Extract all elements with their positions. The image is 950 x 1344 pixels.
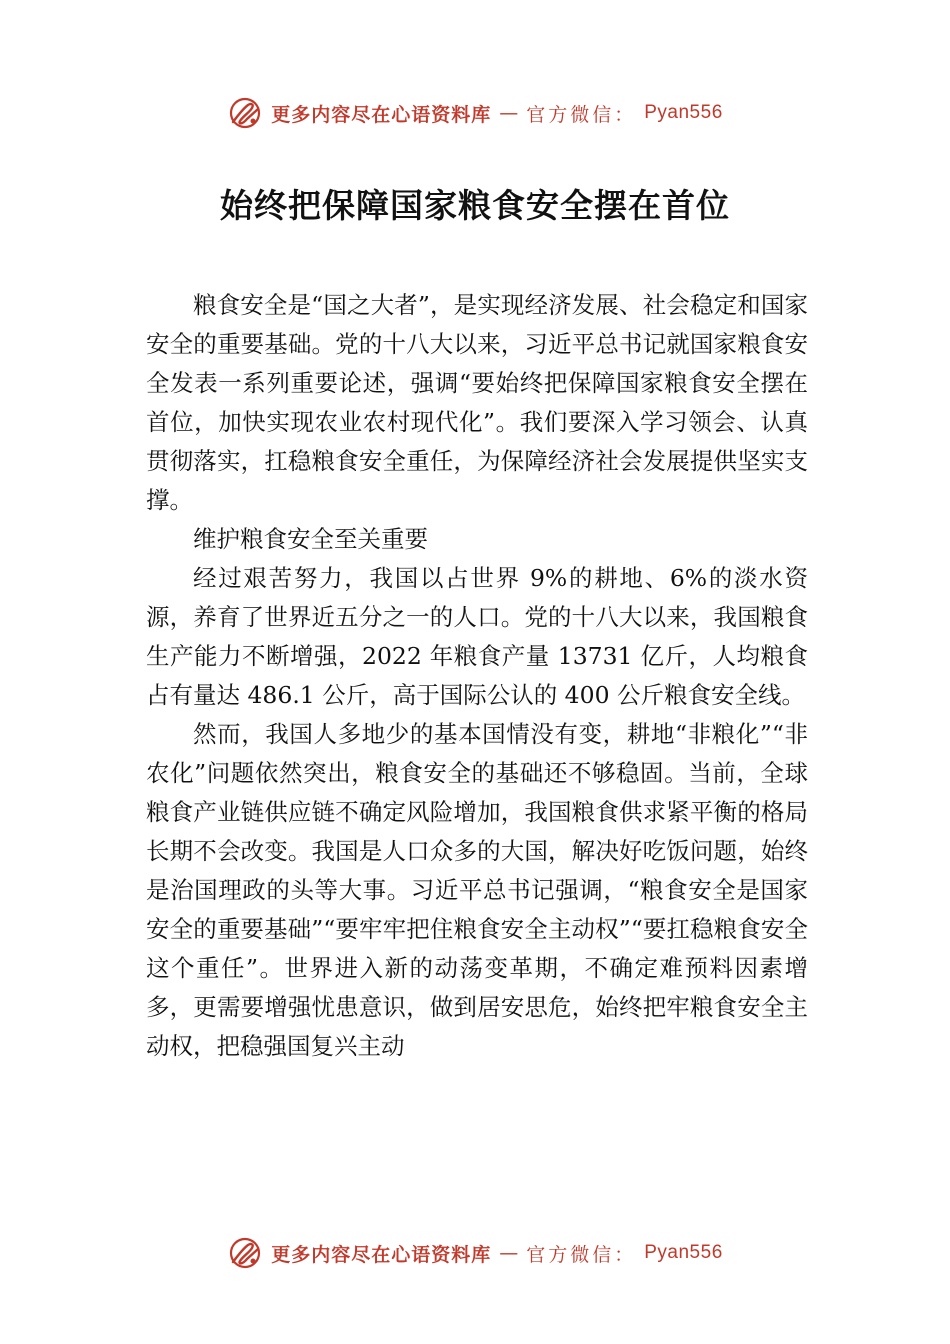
article-title: 始终把保障国家粮食安全摆在首位 <box>220 186 730 225</box>
watermark-dash: — <box>499 1242 519 1264</box>
watermark-dash: — <box>499 102 519 124</box>
paragraph: 然而，我国人多地少的基本国情没有变，耕地“非粮化”“非农化”问题依然突出，粮食安全的基础还不够稳固。当前，全球粮食产业链供应链不确定风险增加，我国粮食供求紧平衡的格局长期不会改变。我国是人口众多的大国，解决好吃饭问题，始终是治国理政的头等大事。习近平总书记强调，“粮食安全是国家安全的重要基础”“要牢牢把住粮食安全主动权”“要扛稳粮食安全这个重任”。世界进入新的动荡变革期，不确定难预料因素增多，更需要增强忧患意识，做到居安思危，始终把牢粮食安全主动权，把稳强国复兴主动 <box>146 720 808 1060</box>
watermark-wechat-label: 官方微信： <box>526 1243 637 1266</box>
watermark-wechat-id: Pyan556 <box>644 102 723 123</box>
watermark-text: 更多内容尽在心语资料库 <box>271 103 492 126</box>
section-heading: 维护粮食安全至关重要 <box>193 525 428 553</box>
footer-watermark <box>0 1233 950 1273</box>
signature-seal-icon <box>227 1235 263 1271</box>
paragraph: 粮食安全是“国之大者”，是实现经济发展、社会稳定和国家安全的重要基础。党的十八大以来，习近平总书记就国家粮食安全发表一系列重要论述，强调“要始终把保障国家粮食安全摆在首位，加快实现农业农村现代化”。我们要深入学习领会、认真贯彻落实，扛稳粮食安全重任，为保障经济社会发展提供坚实支撑。 <box>146 291 808 514</box>
signature-seal-icon <box>227 95 263 131</box>
header-watermark <box>0 93 950 133</box>
article-body <box>146 286 808 1066</box>
paragraph: 经过艰苦努力，我国以占世界 9%的耕地、6%的淡水资源，养育了世界近五分之一的人口。党的十八大以来，我国粮食生产能力不断增强，2022 年粮食产量 13731 亿斤，人均粮食占有量达 486.1 公斤，高于国际公认的 400 公斤粮食安全线。 <box>146 564 808 709</box>
watermark-wechat-id: Pyan556 <box>644 1242 723 1263</box>
watermark-wechat-label: 官方微信： <box>526 103 637 126</box>
watermark-text: 更多内容尽在心语资料库 <box>271 1243 492 1266</box>
